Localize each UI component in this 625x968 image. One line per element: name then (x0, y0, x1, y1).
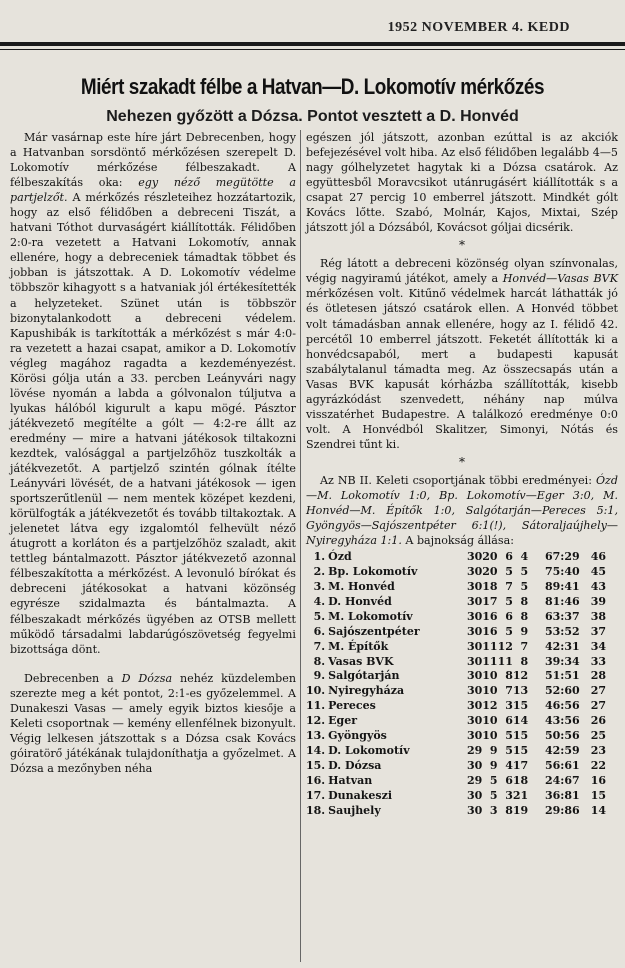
standing-points: 39 (590, 594, 606, 608)
left-column (10, 130, 296, 776)
paragraph-text: Rég látott a debreceni közönség olyan színvonalas, végig nagyiramú játékot, amely a (306, 257, 618, 286)
standing-played: 30 (466, 594, 483, 608)
standing-lost: 15 (512, 699, 529, 713)
standing-won: 16 (482, 624, 498, 638)
standing-team: M. Építők (328, 639, 389, 653)
standing-played: 30 (466, 654, 483, 668)
standing-points: 23 (590, 743, 606, 757)
standing-team: Vasas BVK (328, 654, 394, 668)
standing-position: 13. (306, 729, 326, 743)
standing-points: 26 (590, 714, 606, 728)
standing-position: 7. (313, 639, 326, 653)
standing-team: M. Lokomotív (328, 609, 413, 623)
section-separator-star: * (459, 454, 465, 469)
table-row (306, 699, 606, 714)
standing-goals: 42:59 (544, 743, 580, 757)
table-row (306, 714, 606, 729)
article-paragraph-dozsa (10, 671, 296, 776)
standing-team: Gyöngyös (328, 729, 387, 743)
standing-team: Hatvan (328, 773, 373, 787)
standing-position: 6. (313, 624, 326, 638)
standing-team: Dunakeszi (328, 788, 393, 802)
standing-drawn: 5 (505, 594, 513, 608)
standing-won: 3 (489, 803, 498, 817)
table-row (306, 774, 606, 789)
standing-won: 5 (489, 773, 498, 787)
standing-won: 9 (489, 758, 498, 772)
table-row (306, 580, 606, 595)
table-row (306, 684, 606, 699)
standing-team: Eger (328, 714, 358, 728)
standing-drawn: 5 (505, 729, 513, 743)
standing-lost: 5 (520, 565, 529, 579)
standing-won: 10 (482, 684, 498, 698)
page-date-header: 1952 NOVEMBER 4. KEDD (387, 20, 570, 35)
standing-lost: 17 (512, 758, 529, 772)
standing-lost: 19 (512, 803, 529, 817)
standing-goals: 81:46 (544, 594, 580, 608)
standing-drawn: 6 (505, 773, 513, 787)
standing-played: 30 (466, 803, 483, 817)
standing-played: 29 (466, 743, 483, 757)
standing-won: 20 (482, 550, 498, 564)
standing-drawn: 5 (505, 624, 513, 638)
standing-won: 17 (482, 594, 498, 608)
standing-points: 22 (590, 758, 606, 772)
standing-goals: 52:60 (544, 684, 580, 698)
table-row (306, 625, 606, 640)
paragraph-italic: egy néző megütötte a partjelzőt. (10, 176, 296, 205)
standing-team: Sajószentpéter (328, 624, 420, 638)
standing-played: 30 (466, 669, 483, 683)
standing-team: Nyiregyháza (328, 684, 405, 698)
standing-lost: 9 (520, 624, 529, 638)
standing-played: 30 (466, 579, 483, 593)
standing-played: 30 (466, 684, 483, 698)
standing-lost: 15 (512, 743, 529, 757)
paragraph-text: Már vasárnap este híre járt Debrecenben, hogy a Hatvanban sorsdöntő mérkőzésen szerepelt D. Lokomotív mérkőzése félbeszakadt. A félbeszakítás oka: (10, 131, 296, 190)
standing-drawn: 6 (505, 714, 513, 728)
article-paragraph-results (306, 473, 618, 548)
standing-drawn: 3 (505, 699, 513, 713)
standing-drawn: 7 (505, 684, 513, 698)
standing-drawn: 5 (505, 743, 513, 757)
standing-points: 46 (590, 550, 606, 564)
standing-won: 12 (482, 699, 498, 713)
paragraph-text: A bajnokság állása: (401, 534, 514, 548)
table-row (306, 640, 606, 655)
standing-points: 37 (590, 624, 606, 638)
standing-points: 45 (590, 565, 606, 579)
standing-position: 12. (306, 714, 326, 728)
standing-lost: 8 (520, 609, 529, 623)
standings-table (306, 550, 606, 818)
standing-position: 14. (306, 743, 326, 757)
standing-played: 30 (466, 758, 483, 772)
standing-points: 15 (590, 788, 606, 802)
table-row (306, 550, 606, 565)
right-column (306, 130, 618, 818)
table-row (306, 595, 606, 610)
standing-lost: 4 (520, 550, 529, 564)
standing-position: 11. (306, 699, 326, 713)
standing-goals: 29:86 (544, 803, 580, 817)
standing-goals: 56:61 (544, 758, 580, 772)
standing-won: 11 (482, 639, 498, 653)
standing-played: 30 (466, 788, 483, 802)
standing-points: 16 (590, 773, 606, 787)
table-row (306, 729, 606, 744)
table-row (306, 759, 606, 774)
paragraph-italic: D Dózsa (121, 671, 173, 685)
standing-drawn: 4 (505, 758, 513, 772)
standing-position: 18. (306, 803, 326, 817)
section-separator-star: * (459, 238, 465, 253)
standing-won: 9 (489, 743, 498, 757)
standing-goals: 46:56 (544, 699, 580, 713)
paragraph-text: nehéz küzdelemben szerezte meg a két pontot, 2:1-es győzelemmel. A Dunakeszi Vasas — amely egyik biztos kiesője a Keleti csoportnak — kemény ellenfélnek bizonyult. Végig lelkesen játszottak s a Dózsa csak Kovács góiratörő játékának tulajdoníthatja a győzelmet. A Dózsa a mezőnyben néha (10, 671, 296, 775)
paragraph-text: A mérkőzés részleteihez hozzátartozik, hogy az első félidőben a debreceni Tiszát, a hatvani Tóthot durvaságért kiállították. Félidőben 2:0-ra vezetett a Hatvani Lokomotív, annak ellenére, hogy a debreceniek támadtak többet és jobban is játszottak. A D. Lokomotív védelme többször kihagyott s a hatvaniak jól értékesítették a helyzeteket. Szünet után is többször bizonytalankodott a debreceni védelem. Kapushibák is tarkították a mérkőzést s már 4:0-ra vezetett a hazai csapat, amikor a D. Lokomotív végleg magához ragadta a kezdeményezést. Körösi gólja után a 33. percben Leányvári nagy lövése nyomán a labda a gólvonalon túljutva a lyukas hálóból kigurult a kapu mögé. Pásztor játékvezető megítélte a gólt — 4:2-re állt az eredmény — mire a hatvani játékosok tiltakozni kezdtek, valósággal a partjelzőhöz tuszkolták a játékvezetőt. A partjelző szintén gólnak ítélte Leányvári lövését, de a hatvani játékosok — igen sportszerűtlenül — nem mentek középet kezdeni, körülfogták a játékvezetőt és tovább tiltakoztak. A jelenetet látva egy izgalomtól felhevült néző átugrott a korláton és a partjelzőhöz szaladt, akit tettleg bántalmazott. Pásztor játékvezető azonnal félbeszakította a mérkőzést. A levonuló bírókat és debreceni játékosokat a hatvani közönség egyrésze szidalmazta és bántalmazta. A félbeszakadt mérkőzés ügyében az OTSB mellett működő társadalmi labdarúgószövetség fegyelmi bizottsága dönt. (10, 191, 296, 656)
standing-points: 38 (590, 609, 606, 623)
headline: Miért szakadt félbe a Hatvan—D. Lokomotív mérkőzés (80, 74, 545, 99)
standing-points: 34 (590, 639, 606, 653)
table-row (306, 789, 606, 804)
standing-team: Pereces (328, 699, 376, 713)
standing-won: 10 (482, 729, 498, 743)
standing-lost: 8 (520, 594, 529, 608)
standing-goals: 53:52 (544, 624, 580, 638)
standing-position: 10. (306, 684, 326, 698)
standing-points: 25 (590, 729, 606, 743)
standing-won: 20 (482, 565, 498, 579)
standing-lost: 12 (512, 669, 529, 683)
standing-team: Saujhely (328, 803, 381, 817)
table-row (306, 669, 606, 684)
standing-goals: 67:29 (544, 550, 580, 564)
standing-lost: 5 (520, 579, 529, 593)
standing-points: 14 (590, 803, 606, 817)
standing-drawn: 6 (505, 550, 513, 564)
standing-won: 16 (482, 609, 498, 623)
standing-won: 18 (482, 579, 498, 593)
standing-drawn: 12 (497, 639, 513, 653)
column-divider (300, 130, 301, 962)
standing-position: 1. (313, 550, 326, 564)
standing-goals: 50:56 (544, 729, 580, 743)
standing-position: 4. (313, 594, 326, 608)
standing-team: Ózd (328, 550, 352, 564)
standing-played: 29 (466, 773, 483, 787)
standing-position: 2. (313, 565, 326, 579)
standing-won: 10 (482, 714, 498, 728)
standing-goals: 42:31 (544, 639, 580, 653)
top-rule (0, 42, 625, 46)
paragraph-italic: Honvéd—Vasas BVK (502, 272, 618, 286)
standing-position: 9. (313, 669, 326, 683)
standing-drawn: 3 (505, 788, 513, 802)
standing-team: D. Honvéd (328, 594, 392, 608)
standing-position: 17. (306, 788, 326, 802)
standing-drawn: 5 (505, 565, 513, 579)
standing-points: 27 (590, 684, 606, 698)
standing-played: 30 (466, 729, 483, 743)
standing-position: 8. (313, 654, 326, 668)
standing-team: D. Lokomotív (328, 743, 410, 757)
table-row (306, 565, 606, 580)
standing-points: 43 (590, 579, 606, 593)
standing-goals: 43:56 (544, 714, 580, 728)
standing-drawn: 8 (505, 669, 513, 683)
standing-goals: 89:41 (544, 579, 580, 593)
standing-played: 30 (466, 624, 483, 638)
standing-position: 5. (313, 609, 326, 623)
standing-team: Bp. Lokomotív (328, 565, 418, 579)
standing-played: 30 (466, 699, 483, 713)
paragraph-text: Debrecenben a (24, 671, 122, 685)
standing-lost: 8 (520, 654, 529, 668)
standing-drawn: 6 (505, 609, 513, 623)
top-rule-thin (0, 49, 625, 50)
standing-played: 30 (466, 714, 483, 728)
standing-lost: 13 (512, 684, 529, 698)
paragraph-italic: Ózd—M. Lokomotív 1:0, Bp. Lokomotív—Eger 3:0, M. Honvéd—M. Építők 1:0, Salgótarján—Pereces 5:1, Gyöngyös—Sajószentpéter 6:1(!), Sátoraljaújhely—Nyiregyháza 1:1. (306, 473, 618, 548)
standing-lost: 15 (512, 729, 529, 743)
paragraph-text: mérkőzésen volt. Kitűnő védelmek harcát láthatták jó és ötletesen játszó csatárok ellen. A Honvéd többet volt támadásban annak ellenére, hogy az I. félidő 42. percétől 10 emberrel játszott. Feketét állították ki a honvédcsapaból, mert a budapesti kapusát szabálytalanul támadta meg. Az összecsapás után a Vasas BVK kapusát kórházba szállították, kisebb agyrázkódást szenvedett, néhány nap múlva visszatérhet Budapestre. A találkozó eredménye 0:0 volt. A Honvédból Skalitzer, Simonyi, Nótás és Szendrei tűnt ki. (306, 287, 618, 451)
standing-points: 33 (590, 654, 606, 668)
standing-team: Salgótarján (328, 669, 400, 683)
standing-drawn: 7 (505, 579, 513, 593)
standing-lost: 21 (512, 788, 529, 802)
standing-won: 5 (489, 788, 498, 802)
standing-team: D. Dózsa (328, 758, 382, 772)
standing-lost: 18 (512, 773, 529, 787)
standing-goals: 39:34 (544, 654, 580, 668)
standing-position: 16. (306, 773, 326, 787)
standing-points: 28 (590, 669, 606, 683)
article-paragraph-hatvan (10, 130, 296, 657)
standing-goals: 75:40 (544, 565, 580, 579)
standing-lost: 7 (520, 639, 529, 653)
table-row (306, 744, 606, 759)
table-row (306, 610, 606, 625)
standing-goals: 36:81 (544, 788, 580, 802)
standing-won: 10 (482, 669, 498, 683)
standing-won: 11 (482, 654, 498, 668)
paragraph-text: Az NB II. Keleti csoportjának többi eredményei: (320, 473, 596, 487)
subheadline: Nehezen győzött a Dózsa. Pontot vesztett a D. Honvéd (106, 108, 519, 125)
article-paragraph-honved (306, 256, 618, 452)
standing-goals: 63:37 (544, 609, 580, 623)
table-row (306, 804, 606, 819)
standing-played: 30 (466, 550, 483, 564)
standing-goals: 24:67 (544, 773, 580, 787)
standing-played: 30 (466, 639, 483, 653)
standing-goals: 51:51 (544, 669, 580, 683)
standing-team: M. Honvéd (328, 579, 395, 593)
standing-drawn: 11 (497, 654, 513, 668)
standing-played: 30 (466, 565, 483, 579)
article-paragraph-dozsa-cont: egészen jól játszott, azonban ezúttal is az akciók befejezésével volt hiba. Az első félidőben legalább 4—5 nagy gólhelyzetet hagytak ki a Dózsa csatárok. Az együttesből Moravcsikot utánrugásért kiállították s a csapat 27 percig 10 emberrel játszott. Mindkét gólt Kovács lőtte. Szabó, Molnár, Kajos, Mixtai, Szép játszott jól a Dózsából, Kovácsot góljai dicsérik. (306, 131, 618, 235)
standing-drawn: 8 (505, 803, 513, 817)
standing-position: 3. (313, 579, 326, 593)
standing-lost: 14 (512, 714, 529, 728)
standing-played: 30 (466, 609, 483, 623)
standing-position: 15. (306, 758, 326, 772)
standing-points: 27 (590, 699, 606, 713)
table-row (306, 655, 606, 670)
